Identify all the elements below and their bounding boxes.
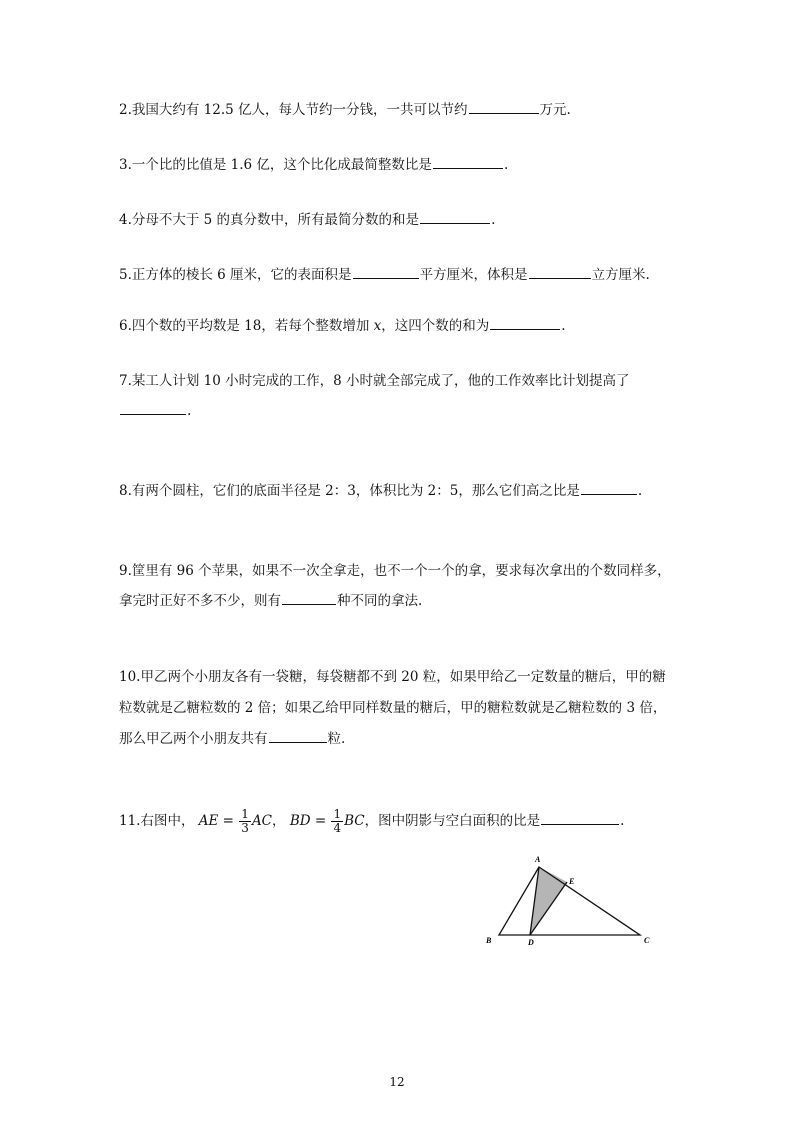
segment-ac: AC xyxy=(251,813,273,829)
question-6-end: . xyxy=(561,318,566,334)
answer-blank xyxy=(120,399,186,415)
label-d: D xyxy=(528,938,534,947)
question-9-end: 种不同的拿法. xyxy=(337,593,423,609)
question-11-end: . xyxy=(620,813,625,829)
question-9-text-2: 拿完时正好不多不少，则有 xyxy=(119,593,281,609)
question-2-text: 2.我国大约有 12.5 亿人，每人节约一分钱，一共可以节约 xyxy=(119,102,468,118)
question-5-unit: 立方厘米. xyxy=(591,267,650,283)
label-b: B xyxy=(486,936,492,945)
answer-blank xyxy=(581,479,637,495)
shaded-triangle xyxy=(530,867,567,935)
question-9-text: 9.筐里有 96 个苹果，如果不一次全拿走，也不一个一个的拿，要求每次拿出的个数同样多， xyxy=(119,563,671,579)
question-4 xyxy=(119,206,679,235)
question-5-text: 5.正方体的棱长 6 厘米，它的表面积是 xyxy=(119,267,352,283)
label-a: A xyxy=(535,855,541,864)
question-10-text: 10.甲乙两个小朋友各有一袋糖，每袋糖都不到 20 粒，如果甲给乙一定数量的糖后，甲的糖 xyxy=(119,669,666,685)
answer-blank xyxy=(433,153,503,169)
answer-blank xyxy=(353,263,419,279)
variable-x: x xyxy=(373,318,382,334)
question-4-text: 4.分母不大于 5 的真分数中，所有最简分数的和是 xyxy=(119,212,420,228)
question-5-middle: 平方厘米，体积是 xyxy=(419,267,528,283)
question-6-text: 6.四个数的平均数是 18，若每个整数增加 xyxy=(119,318,370,334)
question-5 xyxy=(119,261,679,290)
question-4-end: . xyxy=(491,212,496,228)
question-10-end: 粒. xyxy=(327,731,346,747)
question-9 xyxy=(119,557,679,616)
answer-blank xyxy=(282,589,336,605)
answer-blank xyxy=(529,263,591,279)
question-8 xyxy=(119,477,679,506)
question-8-end: . xyxy=(637,483,643,499)
question-10 xyxy=(119,663,679,754)
answer-blank xyxy=(490,314,560,330)
question-2-unit: 万元. xyxy=(539,102,571,118)
separator: ， xyxy=(272,813,286,829)
fraction-one-quarter: $\frac{1}{4}$ xyxy=(333,807,342,835)
question-3-text: 3.一个比的比值是 1.6 亿，这个比化成最简整数比是 xyxy=(119,157,432,173)
segment-bc: BC xyxy=(344,813,365,829)
question-7-text: 7.某工人计划 10 小时完成的工作，8 小时就全部完成了，他的工作效率比计划提高了 xyxy=(119,373,630,389)
answer-blank xyxy=(469,98,539,114)
question-11-middle: ，图中阴影与空白面积的比是 xyxy=(364,813,541,829)
question-8-text: 8.有两个圆柱，它们的底面半径是 2：3，体积比为 2：5，那么它们高之比是 xyxy=(119,483,580,499)
question-7 xyxy=(119,367,679,426)
page-number: 12 xyxy=(389,1075,405,1089)
question-6 xyxy=(119,312,679,341)
answer-blank xyxy=(269,727,327,743)
label-e: E xyxy=(569,877,575,886)
question-10-text-2: 粒数就是乙糖粒数的 2 倍；如果乙给甲同样数量的糖后，甲的糖粒数就是乙糖粒数的 3 倍， xyxy=(119,700,667,716)
equation-bd: BD = xyxy=(289,813,327,829)
question-3-end: . xyxy=(503,157,509,173)
fraction-one-third: $\frac{1}{3}$ xyxy=(241,807,249,835)
question-2 xyxy=(119,96,679,125)
triangle-figure xyxy=(482,850,662,950)
answer-blank xyxy=(420,208,490,224)
question-6-middle: ，这四个数的和为 xyxy=(381,318,490,334)
question-3 xyxy=(119,151,679,180)
question-7-end: . xyxy=(187,403,192,419)
question-11 xyxy=(119,803,679,839)
label-c: C xyxy=(644,936,650,945)
question-10-text-3: 那么甲乙两个小朋友共有 xyxy=(119,731,268,747)
question-11-text: 11.右图中， xyxy=(119,813,195,829)
equation-ae: AE = xyxy=(198,813,234,829)
answer-blank xyxy=(541,809,619,825)
